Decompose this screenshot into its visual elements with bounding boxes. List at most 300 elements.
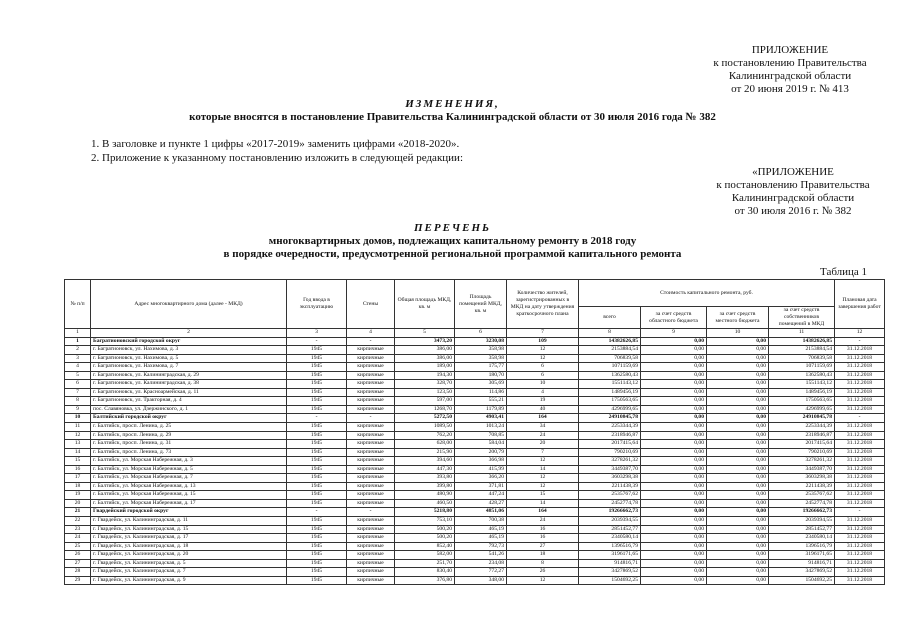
cell-premises-area: 114,86	[455, 388, 507, 397]
cell-date: 31.12.2018	[835, 576, 885, 585]
cell-local: 0,00	[707, 499, 769, 508]
cell-total-area: 447,30	[395, 465, 455, 474]
cell-owners: 2253344,39	[769, 423, 835, 432]
cell-premises-area: 358,98	[455, 354, 507, 363]
cell-date: 31.12.2018	[835, 448, 885, 457]
changes-heading: ИЗМЕНЕНИЯ,	[405, 98, 500, 110]
cell-year: 1945	[287, 448, 347, 457]
cell-total: 2318946,87	[579, 431, 641, 440]
cell-walls: кирпичные	[347, 363, 395, 372]
cell-address: г. Балтийск, ул. Морская Набережная, д. 7	[91, 474, 287, 483]
cell-date: 31.12.2018	[835, 380, 885, 389]
cell-total: 2851452,77	[579, 525, 641, 534]
cell-walls: -	[347, 337, 395, 346]
cell-date: 31.12.2018	[835, 440, 885, 449]
cell-local: 0,00	[707, 405, 769, 414]
cell-local: 0,00	[707, 354, 769, 363]
cell-total: 2039394,55	[579, 517, 641, 526]
cell-owners: 2535767,62	[769, 491, 835, 500]
cell-year: 1945	[287, 517, 347, 526]
cell-date: 31.12.2018	[835, 431, 885, 440]
cell-walls: кирпичные	[347, 388, 395, 397]
cell-address: г. Багратионовск, ул. Тракторная, д. 4	[91, 397, 287, 406]
cell-total: 2211438,39	[579, 482, 641, 491]
table-row	[65, 423, 885, 432]
cell-address: г. Балтийск, ул. Морская Набережная, д. 3	[91, 457, 287, 466]
cell-owners: 1396516,79	[769, 542, 835, 551]
cell-date: 31.12.2018	[835, 405, 885, 414]
cell-local: 0,00	[707, 542, 769, 551]
cell-residents: 10	[507, 380, 579, 389]
cell-total-area: 480,90	[395, 491, 455, 500]
cell-residents: 12	[507, 354, 579, 363]
cell-num: 4	[65, 363, 91, 372]
list-subtitle-1: многоквартирных домов, подлежащих капитальному ремонту в 2018 году	[268, 235, 637, 247]
cell-premises-area: 447,24	[455, 491, 507, 500]
cell-walls: кирпичные	[347, 405, 395, 414]
cell-num: 11	[65, 423, 91, 432]
cell-year: 1945	[287, 465, 347, 474]
cell-owners: 3196171,65	[769, 551, 835, 560]
cell-premises-area: 358,98	[455, 346, 507, 355]
cell-regional: 0,00	[641, 525, 707, 534]
cell-total: 1362580,43	[579, 371, 641, 380]
cell-date: 31.12.2018	[835, 542, 885, 551]
header-total-area: Общая площадь МКД, кв. м	[395, 280, 455, 329]
cell-total: 3278261,32	[579, 457, 641, 466]
cell-total: 706839,58	[579, 354, 641, 363]
cell-premises-area: 792,73	[455, 542, 507, 551]
cell-local: 0,00	[707, 491, 769, 500]
cell-date: 31.12.2018	[835, 388, 885, 397]
cell-regional: 0,00	[641, 508, 707, 517]
cell-address: Багратионовский городской округ	[91, 337, 287, 346]
cell-date: 31.12.2018	[835, 371, 885, 380]
cell-address: г. Балтийск, ул. Морская Набережная, д. 15	[91, 491, 287, 500]
cell-residents: 6	[507, 363, 579, 372]
cell-year: 1945	[287, 542, 347, 551]
paragraph-1: 1. В заголовке и пункте 1 цифры «2017-2019» заменить цифрами «2018-2020».	[91, 138, 460, 150]
cell-address: г. Гвардейск, ул. Калининградская, д. 15	[91, 525, 287, 534]
cell-owners: 2153884,54	[769, 346, 835, 355]
cell-num: 19	[65, 491, 91, 500]
cell-address: пос. Славяновка, ул. Дзержинского, д. 1	[91, 405, 287, 414]
cell-residents: 14	[507, 465, 579, 474]
cell-residents: 18	[507, 551, 579, 560]
cell-total-area: 852,40	[395, 542, 455, 551]
cell-regional: 0,00	[641, 405, 707, 414]
cell-walls: кирпичные	[347, 440, 395, 449]
header-cost-group: Стоимость капитального ремонта, руб.	[579, 280, 835, 307]
cell-owners: 2318946,87	[769, 431, 835, 440]
cell-residents: 12	[507, 474, 579, 483]
cell-regional: 0,00	[641, 440, 707, 449]
cell-residents: 14	[507, 499, 579, 508]
cell-total-area: 386,00	[395, 354, 455, 363]
cell-num: 22	[65, 517, 91, 526]
header-residents: Количество жителей, зарегистрированных в МКД на дату утверждения краткосрочного плана	[507, 280, 579, 329]
cell-total: 2452774,78	[579, 499, 641, 508]
cell-owners: 1551143,12	[769, 380, 835, 389]
cell-local: 0,00	[707, 380, 769, 389]
column-number: 5	[395, 329, 455, 338]
table-row	[65, 337, 885, 346]
table-row	[65, 542, 885, 551]
cell-year: 1945	[287, 405, 347, 414]
column-number: 3	[287, 329, 347, 338]
cell-residents: 12	[507, 346, 579, 355]
cell-local: 0,00	[707, 465, 769, 474]
cell-regional: 0,00	[641, 363, 707, 372]
cell-walls: кирпичные	[347, 465, 395, 474]
column-number: 10	[707, 329, 769, 338]
cell-regional: 0,00	[641, 491, 707, 500]
header-year: Год ввода в эксплуатацию	[287, 280, 347, 329]
cell-regional: 0,00	[641, 337, 707, 346]
cell-year: 1945	[287, 474, 347, 483]
column-number: 4	[347, 329, 395, 338]
cell-owners: 706839,58	[769, 354, 835, 363]
cell-total-area: 376,80	[395, 576, 455, 585]
cell-owners: 1071159,69	[769, 363, 835, 372]
cell-address: г. Багратионовск, ул. Красноармейская, д. 11	[91, 388, 287, 397]
cell-num: 10	[65, 414, 91, 423]
column-number: 6	[455, 329, 507, 338]
cell-residents: 16	[507, 534, 579, 543]
cell-premises-area: 708,85	[455, 431, 507, 440]
changes-title	[0, 98, 905, 124]
cell-residents: 109	[507, 337, 579, 346]
cell-owners: 2452774,78	[769, 499, 835, 508]
table-row	[65, 491, 885, 500]
table-row	[65, 465, 885, 474]
cell-total: 24910845,78	[579, 414, 641, 423]
cell-local: 0,00	[707, 397, 769, 406]
cell-num: 28	[65, 568, 91, 577]
appendix-header	[700, 44, 880, 96]
table-row	[65, 576, 885, 585]
cell-walls: кирпичные	[347, 542, 395, 551]
cell-local: 0,00	[707, 508, 769, 517]
cell-regional: 0,00	[641, 388, 707, 397]
cell-date: 31.12.2018	[835, 474, 885, 483]
cell-walls: кирпичные	[347, 397, 395, 406]
cell-num: 5	[65, 371, 91, 380]
cell-residents: 12	[507, 576, 579, 585]
cell-premises-area: 772,27	[455, 568, 507, 577]
cell-walls: кирпичные	[347, 559, 395, 568]
cell-walls: кирпичные	[347, 499, 395, 508]
cell-address: г. Багратионовск, ул. Нахимова, д. 7	[91, 363, 287, 372]
table-row	[65, 559, 885, 568]
cell-residents: 40	[507, 405, 579, 414]
cell-total: 19266662,73	[579, 508, 641, 517]
cell-residents: 4	[507, 388, 579, 397]
cell-local: 0,00	[707, 482, 769, 491]
cell-date: 31.12.2018	[835, 568, 885, 577]
paragraph-2: 2. Приложение к указанному постановлению изложить в следующей редакции:	[91, 152, 464, 164]
cell-local: 0,00	[707, 517, 769, 526]
cell-address: г. Багратионовск, ул. Нахимова, д. 3	[91, 346, 287, 355]
cell-residents: 34	[507, 423, 579, 432]
table-row	[65, 482, 885, 491]
cell-total: 914816,71	[579, 559, 641, 568]
cell-year: 1945	[287, 371, 347, 380]
cell-total: 1071159,69	[579, 363, 641, 372]
changes-subtitle: которые вносятся в постановление Правительства Калининградской области от 30 июля 2016 года № 382	[189, 111, 716, 123]
cell-owners: 2039394,55	[769, 517, 835, 526]
cell-walls: кирпичные	[347, 491, 395, 500]
cell-num: 20	[65, 499, 91, 508]
cell-address: г. Гвардейск, ул. Калининградская, д. 17	[91, 534, 287, 543]
cell-address: г. Гвардейск, ул. Калининградская, д. 7	[91, 568, 287, 577]
table-row	[65, 414, 885, 423]
cell-date: 31.12.2018	[835, 397, 885, 406]
cell-total: 3427869,52	[579, 568, 641, 577]
cell-total-area: 393,80	[395, 474, 455, 483]
cell-premises-area: 305,69	[455, 380, 507, 389]
cell-regional: 0,00	[641, 397, 707, 406]
cell-regional: 0,00	[641, 534, 707, 543]
cell-regional: 0,00	[641, 448, 707, 457]
cell-regional: 0,00	[641, 576, 707, 585]
cell-premises-area: 180,70	[455, 371, 507, 380]
cell-owners: 19266662,73	[769, 508, 835, 517]
cell-premises-area: 541,26	[455, 551, 507, 560]
cell-date: 31.12.2018	[835, 559, 885, 568]
appendix-line: «ПРИЛОЖЕНИЕ	[752, 166, 834, 178]
cell-num: 3	[65, 354, 91, 363]
cell-premises-area: 4903,41	[455, 414, 507, 423]
cell-address: г. Гвардейск, ул. Калининградская, д. 9	[91, 576, 287, 585]
cell-residents: 27	[507, 542, 579, 551]
cell-address: Гвардейский городской округ	[91, 508, 287, 517]
cell-local: 0,00	[707, 423, 769, 432]
table-row	[65, 551, 885, 560]
cell-year: 1945	[287, 534, 347, 543]
cell-premises-area: 465,19	[455, 534, 507, 543]
cell-local: 0,00	[707, 431, 769, 440]
cell-owners: 3603298,38	[769, 474, 835, 483]
column-number-row	[65, 329, 885, 338]
cell-year: 1945	[287, 491, 347, 500]
cell-premises-area: 371,81	[455, 482, 507, 491]
cell-num: 8	[65, 397, 91, 406]
cell-total-area: 328,70	[395, 380, 455, 389]
cell-residents: 164	[507, 414, 579, 423]
cell-year: 1945	[287, 431, 347, 440]
cell-total-area: 399,80	[395, 482, 455, 491]
cell-year: -	[287, 414, 347, 423]
cell-num: 17	[65, 474, 91, 483]
cell-year: 1945	[287, 482, 347, 491]
cell-total-area: 1089,50	[395, 423, 455, 432]
cell-total: 1489456,19	[579, 388, 641, 397]
cell-walls: кирпичные	[347, 431, 395, 440]
cell-walls: кирпичные	[347, 457, 395, 466]
cell-local: 0,00	[707, 559, 769, 568]
appendix-line: от 20 июня 2019 г. № 413	[731, 83, 849, 95]
cell-local: 0,00	[707, 551, 769, 560]
cell-regional: 0,00	[641, 474, 707, 483]
buildings-table	[64, 279, 885, 585]
cell-total: 1396516,79	[579, 542, 641, 551]
cell-address: г. Багратионовск, ул. Нахимова, д. 5	[91, 354, 287, 363]
cell-date: -	[835, 508, 885, 517]
cell-total-area: 386,00	[395, 346, 455, 355]
cell-total-area: 194,30	[395, 371, 455, 380]
cell-total: 1551143,12	[579, 380, 641, 389]
cell-premises-area: 465,19	[455, 525, 507, 534]
cell-year: -	[287, 508, 347, 517]
header-local: за счет средств местного бюджета	[707, 307, 769, 329]
cell-local: 0,00	[707, 534, 769, 543]
cell-total-area: 5272,50	[395, 414, 455, 423]
cell-walls: кирпичные	[347, 517, 395, 526]
cell-year: 1945	[287, 559, 347, 568]
table-row	[65, 405, 885, 414]
cell-premises-area: 4851,06	[455, 508, 507, 517]
cell-residents: 12	[507, 457, 579, 466]
cell-total-area: 597,00	[395, 397, 455, 406]
table-row	[65, 457, 885, 466]
cell-residents: 16	[507, 525, 579, 534]
cell-date: 31.12.2018	[835, 482, 885, 491]
cell-num: 27	[65, 559, 91, 568]
cell-total: 2253344,39	[579, 423, 641, 432]
cell-total-area: 830,40	[395, 568, 455, 577]
table-row	[65, 568, 885, 577]
cell-regional: 0,00	[641, 517, 707, 526]
cell-premises-area: 234,08	[455, 559, 507, 568]
table-row	[65, 363, 885, 372]
cell-year: 1945	[287, 440, 347, 449]
cell-address: г. Багратионовск, ул. Калининградская, д. 29	[91, 371, 287, 380]
cell-owners: 3278261,32	[769, 457, 835, 466]
cell-local: 0,00	[707, 568, 769, 577]
cell-year: 1945	[287, 397, 347, 406]
cell-walls: кирпичные	[347, 551, 395, 560]
cell-total: 3196171,65	[579, 551, 641, 560]
cell-num: 2	[65, 346, 91, 355]
cell-date: 31.12.2018	[835, 457, 885, 466]
cell-owners: 914816,71	[769, 559, 835, 568]
header-num: № п/п	[65, 280, 91, 329]
cell-date: 31.12.2018	[835, 423, 885, 432]
table-body	[65, 329, 885, 585]
cell-walls: кирпичные	[347, 371, 395, 380]
table-row	[65, 508, 885, 517]
cell-address: г. Балтийск, ул. Морская Набережная, д. 17	[91, 499, 287, 508]
cell-residents: 15	[507, 491, 579, 500]
cell-regional: 0,00	[641, 346, 707, 355]
cell-premises-area: 415,99	[455, 465, 507, 474]
cell-walls: кирпичные	[347, 474, 395, 483]
cell-walls: -	[347, 414, 395, 423]
cell-walls: кирпичные	[347, 354, 395, 363]
cell-num: 29	[65, 576, 91, 585]
table-row	[65, 499, 885, 508]
column-number: 1	[65, 329, 91, 338]
cell-num: 25	[65, 542, 91, 551]
cell-premises-area: 555,21	[455, 397, 507, 406]
cell-local: 0,00	[707, 576, 769, 585]
cell-walls: кирпичные	[347, 525, 395, 534]
cell-address: г. Балтийск, ул. Морская Набережная, д. 5	[91, 465, 287, 474]
cell-regional: 0,00	[641, 551, 707, 560]
table-row	[65, 354, 885, 363]
appendix-line: от 30 июля 2016 г. № 382	[734, 205, 852, 217]
cell-premises-area: 348,00	[455, 576, 507, 585]
cell-owners: 24910845,78	[769, 414, 835, 423]
cell-num: 26	[65, 551, 91, 560]
cell-owners: 1489456,19	[769, 388, 835, 397]
cell-date: 31.12.2018	[835, 534, 885, 543]
appendix-line: ПРИЛОЖЕНИЕ	[751, 44, 829, 56]
cell-date: 31.12.2018	[835, 465, 885, 474]
cell-date: -	[835, 414, 885, 423]
list-heading: ПЕРЕЧЕНЬ	[413, 222, 492, 234]
cell-total: 1504692,25	[579, 576, 641, 585]
cell-date: 31.12.2018	[835, 491, 885, 500]
cell-date: 31.12.2018	[835, 525, 885, 534]
cell-address: г. Гвардейск, ул. Калининградская, д. 11	[91, 517, 287, 526]
cell-total: 2017415,64	[579, 440, 641, 449]
cell-date: -	[835, 337, 885, 346]
cell-total: 2340580,14	[579, 534, 641, 543]
header-regional: за счет средств областного бюджета	[641, 307, 707, 329]
table-row	[65, 517, 885, 526]
cell-year: 1945	[287, 551, 347, 560]
cell-regional: 0,00	[641, 380, 707, 389]
cell-year: 1945	[287, 568, 347, 577]
cell-num: 13	[65, 440, 91, 449]
cell-premises-area: 700,38	[455, 517, 507, 526]
cell-address: г. Багратионовск, ул. Калининградская, д. 38	[91, 380, 287, 389]
cell-date: 31.12.2018	[835, 363, 885, 372]
header-total: всего	[579, 307, 641, 329]
cell-residents: 8	[507, 559, 579, 568]
cell-address: Балтийский городской округ	[91, 414, 287, 423]
column-number: 12	[835, 329, 885, 338]
cell-date: 31.12.2018	[835, 517, 885, 526]
cell-total: 3449387,70	[579, 465, 641, 474]
cell-year: 1945	[287, 363, 347, 372]
cell-premises-area: 584,04	[455, 440, 507, 449]
cell-total-area: 500,20	[395, 525, 455, 534]
cell-owners: 2017415,64	[769, 440, 835, 449]
cell-address: г. Гвардейск, ул. Калининградская, д. 18	[91, 542, 287, 551]
cell-address: г. Балтийск, просп. Ленина, д. 31	[91, 440, 287, 449]
table-row	[65, 346, 885, 355]
cell-date: 31.12.2018	[835, 551, 885, 560]
cell-walls: кирпичные	[347, 482, 395, 491]
cell-total-area: 762,20	[395, 431, 455, 440]
appendix-line: к постановлению Правительства	[716, 179, 870, 191]
cell-regional: 0,00	[641, 568, 707, 577]
cell-premises-area: 3230,08	[455, 337, 507, 346]
cell-walls: кирпичные	[347, 534, 395, 543]
cell-num: 24	[65, 534, 91, 543]
column-number: 7	[507, 329, 579, 338]
cell-num: 9	[65, 405, 91, 414]
header-premises-area: Площадь помещений МКД, кв. м	[455, 280, 507, 329]
cell-local: 0,00	[707, 525, 769, 534]
header-address: Адрес многоквартирного дома (далее - МКД)	[91, 280, 287, 329]
cell-num: 16	[65, 465, 91, 474]
cell-total: 4296999,65	[579, 405, 641, 414]
cell-year: -	[287, 337, 347, 346]
